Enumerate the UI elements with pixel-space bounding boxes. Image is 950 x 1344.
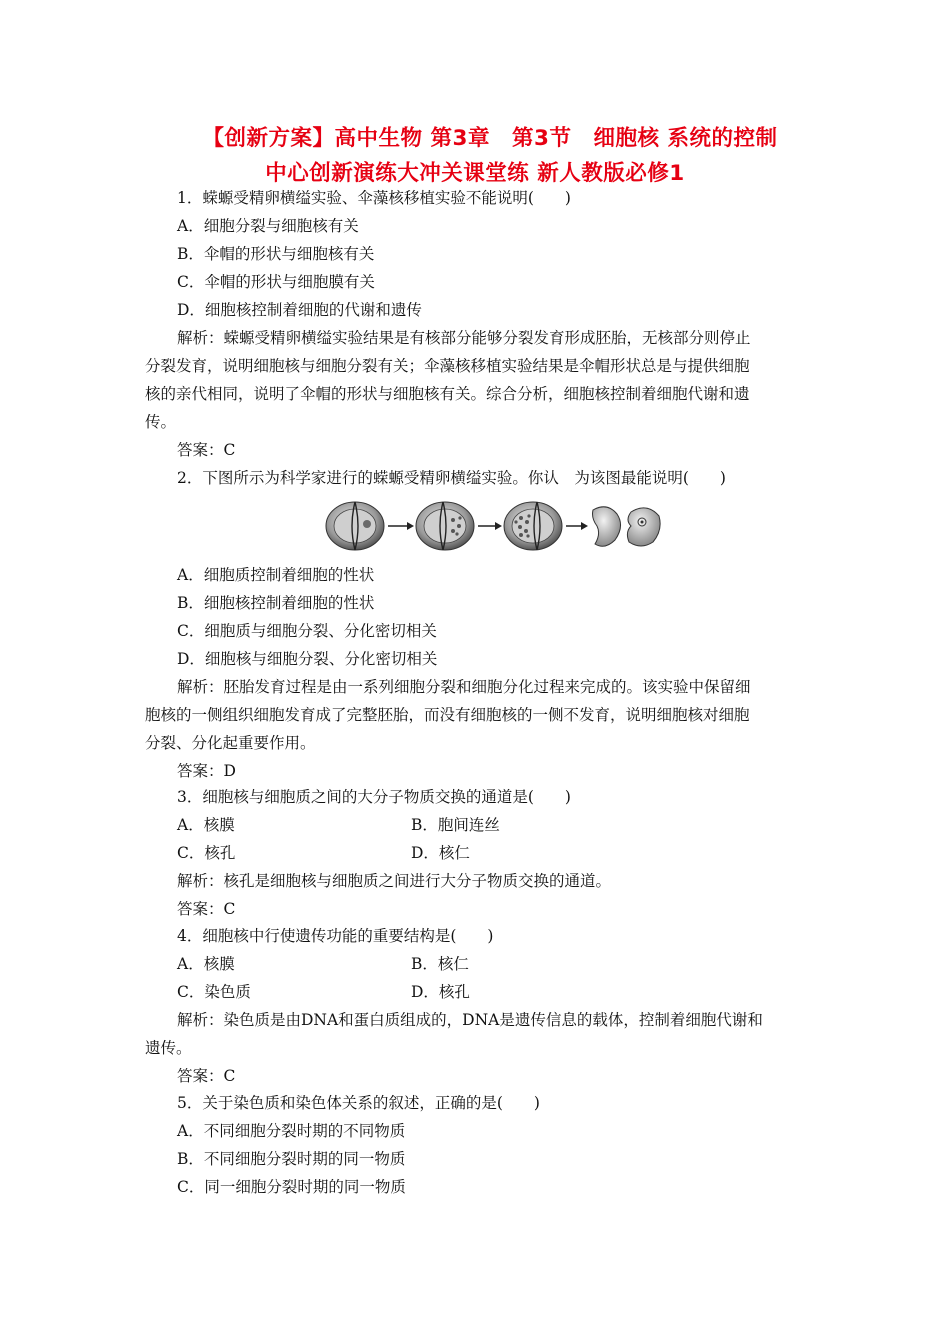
q3-option-d: D．核仁 (411, 844, 470, 862)
egg-stage-3 (504, 502, 562, 550)
embryo-1 (593, 507, 621, 546)
document-title-line-1: 【创新方案】高中生物 第3章 第3节 细胞核 系统的控制 (202, 126, 778, 151)
q4-analysis-line-2: 遗传。 (145, 1039, 192, 1057)
q1-option-a: A．细胞分裂与细胞核有关 (177, 217, 359, 235)
q4-option-a: A．核膜 (177, 955, 235, 973)
q5-stem: 5．关于染色质和染色体关系的叙述，正确的是( ) (177, 1094, 540, 1112)
q2-option-b: B．细胞核控制着细胞的性状 (177, 594, 375, 612)
q4-option-d: D．核孔 (411, 983, 470, 1001)
q1-analysis-line-3: 核的亲代相同，说明了伞帽的形状与细胞核有关。综合分析，细胞核控制着细胞代谢和遗 (145, 385, 750, 403)
q2-analysis-line-1: 解析：胚胎发育过程是由一系列细胞分裂和细胞分化过程来完成的。该实验中保留细 (177, 678, 751, 696)
q3-analysis: 解析：核孔是细胞核与细胞质之间进行大分子物质交换的通道。 (177, 872, 612, 890)
q1-stem: 1．蝾螈受精卵横缢实验、伞藻核移植实验不能说明( ) (177, 189, 571, 207)
q2-answer: 答案：D (177, 762, 236, 780)
q2-option-c: C．细胞质与细胞分裂、分化密切相关 (177, 622, 437, 640)
q1-answer: 答案：C (177, 441, 236, 459)
q4-analysis-line-1: 解析：染色质是由DNA和蛋白质组成的，DNA是遗传信息的载体，控制着细胞代谢和 (177, 1011, 763, 1029)
q4-option-c: C．染色质 (177, 983, 251, 1001)
q2-option-d: D．细胞核与细胞分裂、分化密切相关 (177, 650, 438, 668)
q5-option-c: C．同一细胞分裂时期的同一物质 (177, 1178, 406, 1196)
q1-option-c: C．伞帽的形状与细胞膜有关 (177, 273, 375, 291)
q1-option-d: D．细胞核控制着细胞的代谢和遗传 (177, 301, 422, 319)
q4-answer: 答案：C (177, 1067, 236, 1085)
q5-option-a: A．不同细胞分裂时期的不同物质 (177, 1122, 406, 1140)
arrow-1 (388, 522, 414, 530)
q3-option-a: A．核膜 (177, 816, 235, 834)
document-title-line-2: 中心创新演练大冲关课堂练 新人教版必修1 (265, 161, 685, 186)
q2-analysis-line-3: 分裂、分化起重要作用。 (145, 734, 316, 752)
embryo-2 (627, 508, 660, 546)
q3-option-c: C．核孔 (177, 844, 236, 862)
q1-analysis-line-4: 传。 (145, 413, 177, 431)
q3-option-b: B．胞间连丝 (411, 816, 500, 834)
q5-option-b: B．不同细胞分裂时期的同一物质 (177, 1150, 406, 1168)
q3-stem: 3．细胞核与细胞质之间的大分子物质交换的通道是( ) (177, 788, 571, 806)
q1-analysis-line-2: 分裂发育，说明细胞核与细胞分裂有关；伞藻核移植实验结果是伞帽形状总是与提供细胞 (145, 357, 750, 375)
q4-stem: 4．细胞核中行使遗传功能的重要结构是( ) (177, 927, 494, 945)
q2-option-a: A．细胞质控制着细胞的性状 (177, 566, 375, 584)
egg-stage-1 (326, 502, 384, 550)
q2-analysis-line-2: 胞核的一侧组织细胞发育成了完整胚胎，而没有细胞核的一侧不发育，说明细胞核对细胞 (145, 706, 750, 724)
q2-stem: 2．下图所示为科学家进行的蝾螈受精卵横缢实验。你认 为该图最能说明( ) (177, 469, 726, 487)
q1-option-b: B．伞帽的形状与细胞核有关 (177, 245, 375, 263)
q4-option-b: B．核仁 (411, 955, 469, 973)
q3-answer: 答案：C (177, 900, 236, 918)
egg-stage-2 (416, 502, 474, 550)
arrow-2 (478, 522, 502, 530)
arrow-3 (566, 522, 588, 530)
newt-egg-ligation-figure (325, 500, 663, 552)
q1-analysis-line-1: 解析：蝾螈受精卵横缢实验结果是有核部分能够分裂发育形成胚胎，无核部分则停止 (177, 329, 751, 347)
